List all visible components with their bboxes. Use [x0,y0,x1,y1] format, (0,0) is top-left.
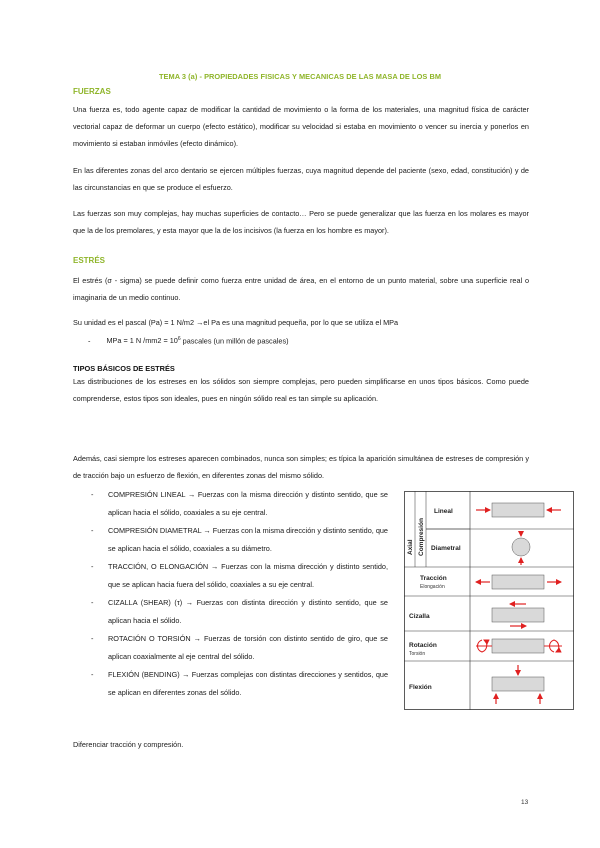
list-item: - CIZALLA (SHEAR) (τ) → Fuerzas con distinta dirección y distinto sentido, que se aplican hacia el sólido. [91,598,388,625]
section-heading-fuerzas: FUERZAS [73,87,111,96]
closing-note: Diferenciar tracción y compresión. [73,740,184,749]
estres-paragraph-1: El estrés (σ - sigma) se puede definir como fuerza entre unidad de área, en el entorno de un punto material, sobre una superficie real o imaginaria de un medio continuo. [73,276,529,302]
label-axial: Axial [407,539,414,555]
tipos-paragraph-1: Las distribuciones de los estreses en los sólidos son siempre complejas, pero pueden simplificarse en unos tipos básicos. Como puede comprenderse, estos tipos son ideales, pues en ningún sólido real es tan simple su aplicación. [73,377,529,403]
flexion-solid [492,677,544,691]
label-compresion: Compresión [418,518,425,556]
tipos-paragraph-2: Además, casi siempre los estreses aparecen combinados, nunca son simples; es típica la aparición simultánea de estreses de compresión y de tracción bajo un esfuerzo de flexión, en diferentes zonas del mismo sólido. [73,454,529,480]
estres-paragraph-2: Su unidad es el pascal (Pa) = 1 N/m2 →el Pa es una magnitud pequeña, por lo que se utiliza el MPa [73,318,399,327]
list-item: - COMPRESIÓN LINEAL → Fuerzas con la misma dirección y distinto sentido, que se aplican hacia el sólido, coaxiales a su eje central. [91,490,388,517]
page-title: TEMA 3 (a) - PROPIEDADES FISICAS Y MECANICAS DE LAS MASA DE LOS BM [158,72,442,81]
label-traccion: Tracción [420,575,447,582]
lineal-solid [492,503,544,517]
rotacion-solid [492,639,544,653]
label-cizalla: Cizalla [409,613,430,620]
cizalla-solid [492,608,544,622]
fuerzas-paragraph-3: Las fuerzas son muy complejas, hay muchas superficies de contacto… Pero se puede generalizar que las fuerza en los molares es mayor que la de los premolares, y esta mayor que la de los incisivos (la fuerza en los hombre es mayor). [73,209,529,235]
stress-types-list [91,486,388,702]
fuerzas-paragraph-2: En las diferentes zonas del arco dentario se ejercen múltiples fuerzas, cuya magnitud depende del paciente (sexo, edad, constitución) y de las circunstancias en que se produce el esfuerzo. [73,166,529,192]
label-lineal: Lineal [434,508,453,515]
label-flexion: Flexión [409,684,432,691]
list-item: - TRACCIÓN, O ELONGACIÓN → Fuerzas con la misma dirección y distinto sentido, que se aplican hacia fuera del sólido, coaxiales a su eje central. [91,562,388,589]
label-diametral: Diametral [431,545,461,552]
label-rotacion: Rotación [409,642,437,649]
bullet-text-post: pascales (un millón de pascales) [180,336,289,346]
bullet-exponent: 6 [177,336,181,342]
page-number: 13 [521,799,529,806]
stress-types-diagram [404,491,574,710]
fuerzas-paragraph-1: Una fuerza es, todo agente capaz de modificar la cantidad de movimiento o la forma de los materiales, una magnitud física de carácter vectorial capaz de deformar un cuerpo (efecto estático), modificar su velocidad si estaba en movimiento o vencer su inercia y ponerlos en movimiento si estaban inmóviles (efecto dinámico). [73,105,529,148]
traccion-solid [492,575,544,589]
bullet-text-pre: MPa = 1 N /mm2 = 10 [106,336,178,346]
diagram-frame [405,492,574,710]
section-heading-tipos: TIPOS BÁSICOS DE ESTRÉS [73,364,175,373]
bullet-dash: - [88,336,91,346]
label-torsion: Torsión [409,651,426,657]
estres-bullet [88,336,289,345]
list-item: - COMPRESIÓN DIAMETRAL → Fuerzas con la misma dirección y distinto sentido, que se aplican hacia el sólido, coaxiales a su diámetro. [91,526,388,553]
section-heading-estres: ESTRÉS [73,256,106,265]
label-elongacion: Elongación [420,584,445,590]
list-item: - FLEXIÓN (BENDING) → Fuerzas complejas con distintas direcciones y sentidos, que se aplican en diferentes zonas del sólido. [91,670,388,697]
diametral-solid [512,538,530,556]
list-item: - ROTACIÓN O TORSIÓN → Fuerzas de torsión con distinto sentido de giro, que se aplican coaxialmente al eje central del sólido. [91,634,388,661]
